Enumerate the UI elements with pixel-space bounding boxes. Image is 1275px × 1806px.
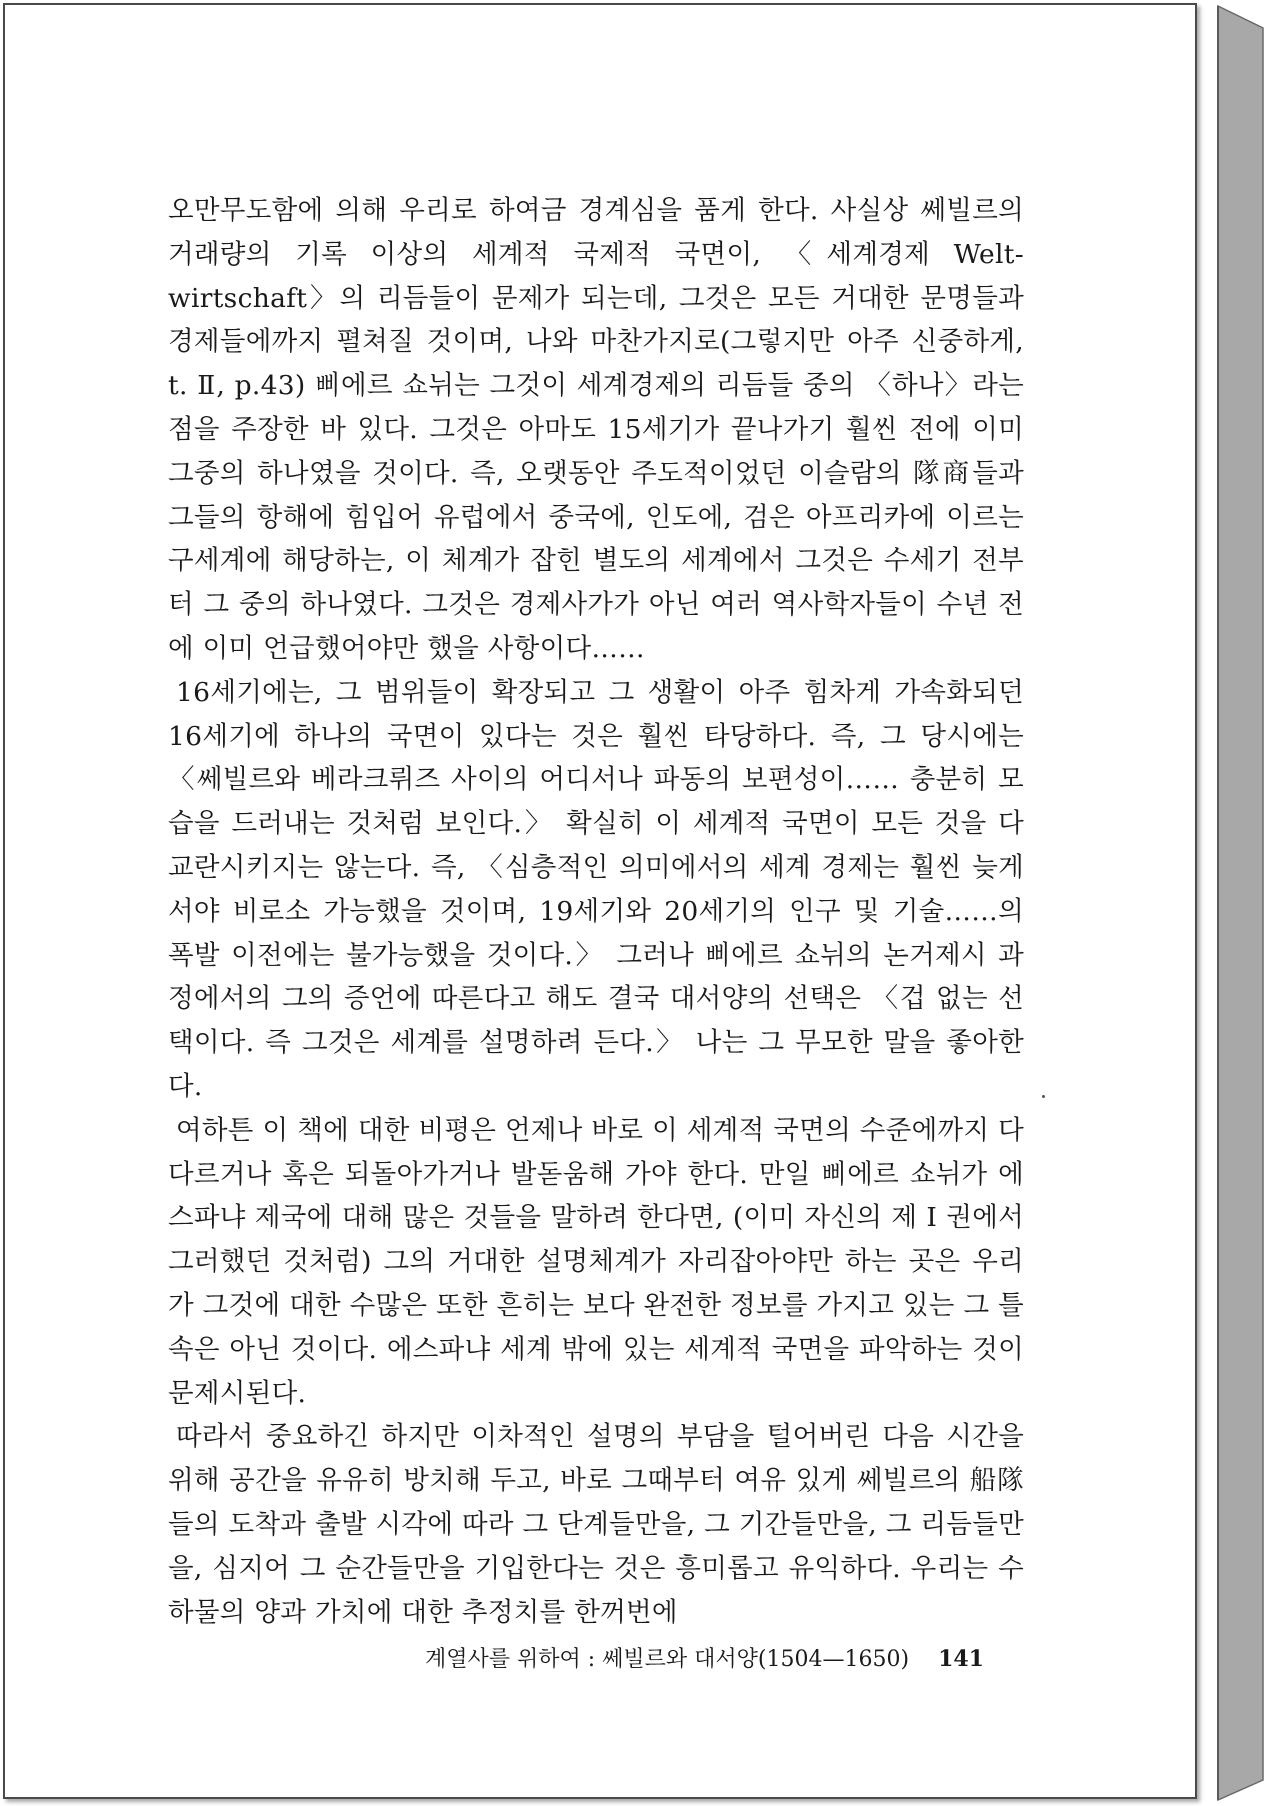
paragraph: 16세기에는, 그 범위들이 확장되고 그 생활이 아주 힘차게 가속화되던 16세기에 하나의 국면이 있다는 것은 훨씬 타당하다. 즉, 그 당시에는 〈쎄빌르와 베라크뤼즈 사이의 어디서나 파동의 보편성이…… 충분히 모습을 드러내는 것처럼 보인다.〉 확실히 이 세계적 국면이 모든 것을 다 교란시키지는 않는다. 즉, 〈심층적인 의미에서의 세계 경제는 훨씬 늦게서야 비로소 가능했을 것이며, 19세기와 20세기의 인구 및 기술……의 폭발 이전에는 불가능했을 것이다.〉 그러나 삐에르 쇼뉘의 논거제시 과정에서의 그의 증언에 따른다고 해도 결국 대서양의 선택은 〈겁 없는 선택이다. 즉 그것은 세계를 설명하려 든다.〉 나는 그 무모한 말을 좋아한다. bbox=[168, 676, 1024, 1102]
book-page bbox=[3, 3, 1197, 1799]
running-title: 계열사를 위하여 : 쎄빌르와 대서양(1504—1650) bbox=[425, 1647, 910, 1672]
paragraph: 따라서 중요하긴 하지만 이차적인 설명의 부담을 털어버린 다음 시간을 위해 공간을 유유히 방치해 두고, 바로 그때부터 여유 있게 쎄빌르의 船隊들의 도착과 출발 시각에 따라 그 단계들만을, 그 기간들만을, 그 리듬들만을, 심지어 그 순간들만을 기입한다는 것은 흥미롭고 유익하다. 우리는 수하물의 양과 가치에 대한 추정치를 한꺼번에 bbox=[168, 1421, 1024, 1628]
page-number: 141 bbox=[938, 1646, 984, 1672]
ink-speck bbox=[1042, 1095, 1045, 1098]
body-text bbox=[168, 189, 1024, 1634]
page-footer bbox=[425, 1642, 1025, 1673]
paragraph: 여하튼 이 책에 대한 비평은 언제나 바로 이 세계적 국면의 수준에까지 다다르거나 혹은 되돌아가거나 발돋움해 가야 한다. 만일 삐에르 쇼뉘가 에스파냐 제국에 대해 많은 것들을 말하려 한다면, (이미 자신의 제 I 권에서 그러했던 것처럼) 그의 거대한 설명체계가 자리잡아야만 하는 곳은 우리가 그것에 대한 수많은 또한 흔히는 보다 완전한 정보를 가지고 있는 그 틀 속은 아닌 것이다. 에스파냐 세계 밖에 있는 세계적 국면을 파악하는 것이 문제시된다. bbox=[168, 1114, 1024, 1409]
book-edge bbox=[1215, 0, 1275, 1806]
paragraph: 오만무도함에 의해 우리로 하여금 경계심을 품게 한다. 사실상 쎄빌르의 거래량의 기록 이상의 세계적 국제적 국면이, 〈세계경제 Welt-wirtschaft〉의 리듬들이 문제가 되는데, 그것은 모든 거대한 문명들과 경제들에까지 펼쳐질 것이며, 나와 마찬가지로(그렇지만 아주 신중하게, t. Ⅱ, p.43) 삐에르 쇼뉘는 그것이 세계경제의 리듬들 중의 〈하나〉라는 점을 주장한 바 있다. 그것은 아마도 15세기가 끝나가기 훨씬 전에 이미 그중의 하나였을 것이다. 즉, 오랫동안 주도적이었던 이슬람의 隊商들과 그들의 항해에 힘입어 유럽에서 중국에, 인도에, 검은 아프리카에 이르는 구세계에 해당하는, 이 체계가 잡힌 별도의 세계에서 그것은 수세기 전부터 그 중의 하나였다. 그것은 경제사가가 아닌 여러 역사학자들이 수년 전에 이미 언급했어야만 했을 사항이다…… bbox=[168, 195, 1024, 664]
